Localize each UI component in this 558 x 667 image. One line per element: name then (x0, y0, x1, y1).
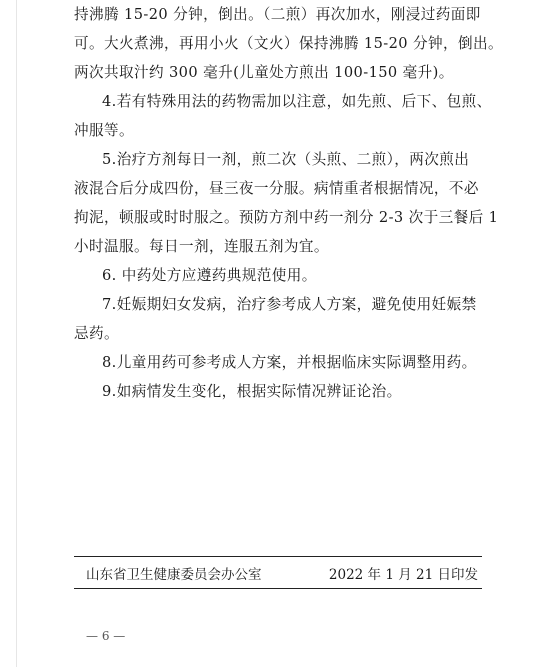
text-line: 7.妊娠期妇女发病，治疗参考成人方案，避免使用妊娠禁 (102, 296, 477, 313)
footer-bottom-rule (74, 588, 482, 589)
text-line: 5.治疗方剂每日一剂，煎二次（头煎、二煎），两次煎出 (102, 151, 470, 168)
text-line: 忌药。 (74, 325, 119, 342)
text-line: 4.若有特殊用法的药物需加以注意，如先煎、后下、包煎、 (102, 93, 492, 110)
text-line: 两次共取汁约 300 毫升(儿童处方煎出 100-150 毫升)。 (74, 64, 454, 81)
text-line: 拘泥，顿服或时时服之。预防方剂中药一剂分 2-3 次于三餐后 1 (74, 209, 499, 226)
text-line: 液混合后分成四份，昼三夜一分服。病情重者根据情况，不必 (74, 180, 479, 197)
text-line: 持沸腾 15-20 分钟，倒出。（二煎）再次加水，刚浸过药面即 (74, 6, 481, 23)
text-line: 6. 中药处方应遵药典规范使用。 (102, 267, 317, 284)
footer-top-rule (74, 556, 482, 557)
text-line: 9.如病情发生变化，根据实际情况辨证论治。 (102, 383, 402, 400)
text-line: 冲服等。 (74, 122, 134, 139)
page-edge (16, 0, 17, 667)
issue-date: 2022 年 1 月 21 日印发 (328, 567, 478, 583)
text-line: 8.儿童用药可参考成人方案，并根据临床实际调整用药。 (102, 354, 477, 371)
text-line: 小时温服。每日一剂，连服五剂为宜。 (74, 238, 329, 255)
text-line: 可。大火煮沸，再用小火（文火）保持沸腾 15-20 分钟，倒出。 (74, 35, 503, 52)
page-number: — 6 — (86, 629, 126, 643)
issuer-name: 山东省卫生健康委员会办公室 (86, 567, 262, 583)
